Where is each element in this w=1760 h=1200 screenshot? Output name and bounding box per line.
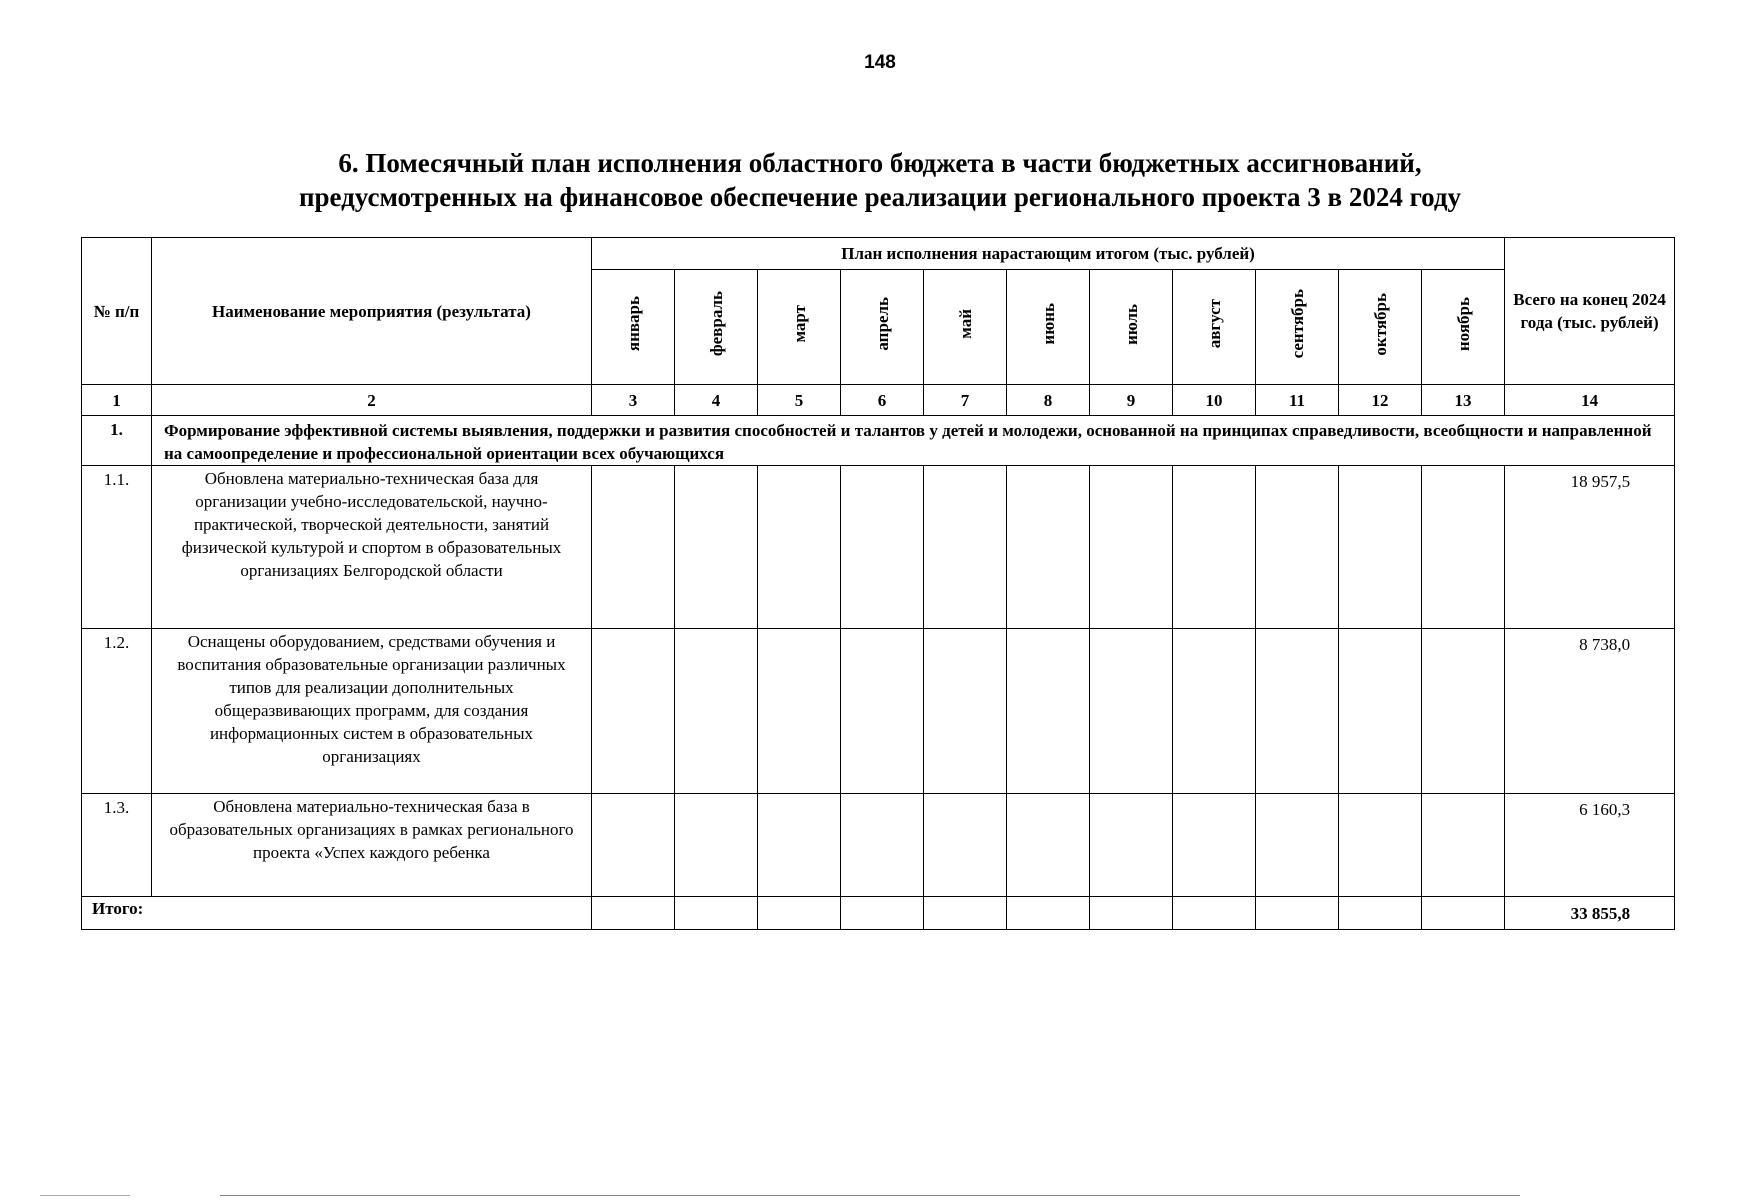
month-cell xyxy=(1173,794,1256,897)
column-number: 6 xyxy=(841,385,924,416)
month-cell xyxy=(1339,466,1422,629)
month-cell xyxy=(592,897,675,930)
total-row xyxy=(82,897,1675,930)
header-month: февраль xyxy=(675,270,758,385)
total-label: Итого: xyxy=(82,897,592,930)
header-month: июль xyxy=(1090,270,1173,385)
row-total: 8 738,0 xyxy=(1505,629,1675,794)
row-name: Обновлена материально-техническая база для организации учебно-исследовательской, научно-практической, творческой деятельности, занятий физической культурой и спортом в образовательных организациях Белгородской области xyxy=(152,466,592,629)
header-plan: План исполнения нарастающим итогом (тыс. рублей) xyxy=(592,238,1505,270)
column-number: 1 xyxy=(82,385,152,416)
month-cell xyxy=(758,466,841,629)
month-cell xyxy=(1007,466,1090,629)
title-line-1: 6. Помесячный план исполнения областного бюджета в части бюджетных ассигнований, xyxy=(338,148,1422,178)
row-number: 1.3. xyxy=(82,794,152,897)
month-cell xyxy=(1090,794,1173,897)
month-cell xyxy=(924,629,1007,794)
budget-plan-table xyxy=(81,237,1675,930)
column-number: 5 xyxy=(758,385,841,416)
month-cell xyxy=(1007,629,1090,794)
header-month: октябрь xyxy=(1339,270,1422,385)
column-number-row xyxy=(82,385,1675,416)
month-cell xyxy=(1256,629,1339,794)
column-number: 8 xyxy=(1007,385,1090,416)
column-number: 7 xyxy=(924,385,1007,416)
month-cell xyxy=(1339,897,1422,930)
month-cell xyxy=(758,897,841,930)
header-month: ноябрь xyxy=(1422,270,1505,385)
month-cell xyxy=(592,466,675,629)
month-cell xyxy=(1422,794,1505,897)
month-cell xyxy=(675,629,758,794)
row-name: Оснащены оборудованием, средствами обучения и воспитания образовательные организации различных типов для реализации дополнительных общеразвивающих программ, для создания информационных систем в образовательных организациях xyxy=(152,629,592,794)
month-cell xyxy=(1173,629,1256,794)
header-month: июнь xyxy=(1007,270,1090,385)
month-cell xyxy=(758,629,841,794)
scan-artifact-line xyxy=(220,1195,1520,1196)
page-number: 148 xyxy=(864,52,896,73)
month-cell xyxy=(675,897,758,930)
column-number: 9 xyxy=(1090,385,1173,416)
section-row xyxy=(82,416,1675,466)
column-number: 11 xyxy=(1256,385,1339,416)
month-cell xyxy=(1422,629,1505,794)
month-cell xyxy=(1007,794,1090,897)
column-number: 10 xyxy=(1173,385,1256,416)
month-cell xyxy=(1422,897,1505,930)
header-month: апрель xyxy=(841,270,924,385)
row-name: Обновлена материально-техническая база в образовательных организациях в рамках регионального проекта «Успех каждого ребенка xyxy=(152,794,592,897)
month-cell xyxy=(1422,466,1505,629)
month-cell xyxy=(841,897,924,930)
month-cell xyxy=(924,794,1007,897)
row-number: 1.1. xyxy=(82,466,152,629)
month-cell xyxy=(924,897,1007,930)
month-cell xyxy=(924,466,1007,629)
column-number: 14 xyxy=(1505,385,1675,416)
header-total: Всего на конец 2024 года (тыс. рублей) xyxy=(1505,238,1675,385)
month-cell xyxy=(1339,629,1422,794)
month-cell xyxy=(841,794,924,897)
month-cell xyxy=(675,794,758,897)
header-month: май xyxy=(924,270,1007,385)
month-cell xyxy=(841,466,924,629)
row-number: 1.2. xyxy=(82,629,152,794)
month-cell xyxy=(1090,629,1173,794)
month-cell xyxy=(1090,897,1173,930)
title-line-2: предусмотренных на финансовое обеспечение реализации регионального проекта 3 в 2024 году xyxy=(298,182,1462,212)
header-name: Наименование мероприятия (результата) xyxy=(152,238,592,385)
month-cell xyxy=(758,794,841,897)
month-cell xyxy=(1256,897,1339,930)
header-month: январь xyxy=(592,270,675,385)
month-cell xyxy=(675,466,758,629)
column-number: 2 xyxy=(152,385,592,416)
month-cell xyxy=(841,629,924,794)
month-cell xyxy=(1173,466,1256,629)
month-cell xyxy=(1256,794,1339,897)
column-number: 13 xyxy=(1422,385,1505,416)
section-number: 1. xyxy=(82,416,152,466)
month-cell xyxy=(1173,897,1256,930)
month-cell xyxy=(1339,794,1422,897)
scan-artifact-line xyxy=(40,1195,130,1196)
header-month: март xyxy=(758,270,841,385)
header-num: № п/п xyxy=(82,238,152,385)
header-month: сентябрь xyxy=(1256,270,1339,385)
document-title xyxy=(0,146,1760,214)
month-cell xyxy=(592,629,675,794)
grand-total: 33 855,8 xyxy=(1505,897,1675,930)
table-row xyxy=(82,466,1675,629)
row-total: 18 957,5 xyxy=(1505,466,1675,629)
month-cell xyxy=(592,794,675,897)
column-number: 12 xyxy=(1339,385,1422,416)
table-row xyxy=(82,794,1675,897)
column-number: 3 xyxy=(592,385,675,416)
month-cell xyxy=(1007,897,1090,930)
month-cell xyxy=(1090,466,1173,629)
section-title: Формирование эффективной системы выявления, поддержки и развития способностей и талантов у детей и молодежи, основанной на принципах справедливости, всеобщности и направленной на самоопределение и профессиональной ориентации всех обучающихся xyxy=(152,416,1675,466)
header-month: август xyxy=(1173,270,1256,385)
table-row xyxy=(82,629,1675,794)
month-cell xyxy=(1256,466,1339,629)
row-total: 6 160,3 xyxy=(1505,794,1675,897)
column-number: 4 xyxy=(675,385,758,416)
